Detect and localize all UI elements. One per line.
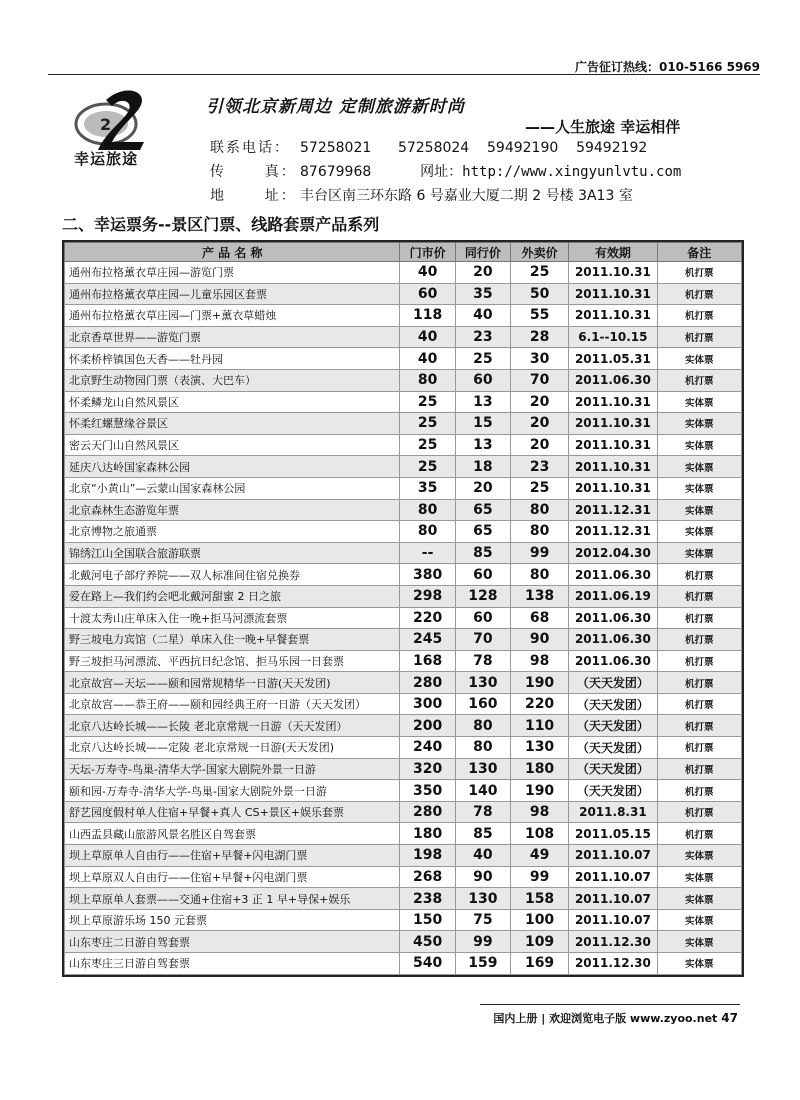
cell-trade-price: 23: [455, 326, 510, 348]
cell-product: 北京故宫——恭王府——颐和园经典王府一日游（天天发团）: [65, 693, 400, 715]
cell-validity: 2011.06.30: [569, 564, 657, 586]
header-divider: [48, 74, 760, 75]
cell-sale-price: 98: [510, 801, 568, 823]
cell-sale-price: 109: [510, 931, 568, 953]
col-header-note: 备注: [657, 243, 741, 262]
brand-slogan: 引领北京新周边 定制旅游新时尚: [206, 97, 465, 117]
table-row: [65, 499, 742, 521]
cell-product: 山东枣庄二日游自驾套票: [65, 931, 400, 953]
address-text: 丰台区南三环东路 6 号嘉业大厦二期 2 号楼 3A13 室: [300, 188, 633, 204]
cell-validity: 2011.06.19: [569, 585, 657, 607]
table-row: [65, 348, 742, 370]
cell-product: 北京博物之旅通票: [65, 521, 400, 543]
cell-retail-price: 280: [400, 801, 455, 823]
col-header-product: 产 品 名 称: [65, 243, 400, 262]
cell-validity: 2011.10.31: [569, 283, 657, 305]
cell-sale-price: 138: [510, 585, 568, 607]
table-row: [65, 758, 742, 780]
cell-sale-price: 220: [510, 693, 568, 715]
cell-note: 实体票: [657, 391, 741, 413]
cell-trade-price: 90: [455, 866, 510, 888]
cell-note: 机打票: [657, 693, 741, 715]
cell-note: 机打票: [657, 629, 741, 651]
cell-retail-price: 40: [400, 262, 455, 284]
cell-note: 机打票: [657, 607, 741, 629]
col-header-validity: 有效期: [569, 243, 657, 262]
cell-note: 实体票: [657, 434, 741, 456]
cell-sale-price: 100: [510, 909, 568, 931]
cell-trade-price: 160: [455, 693, 510, 715]
table-row: [65, 434, 742, 456]
cell-trade-price: 85: [455, 542, 510, 564]
cell-sale-price: 80: [510, 564, 568, 586]
cell-retail-price: 180: [400, 823, 455, 845]
cell-product: 坝上草原单人套票——交通+住宿+3 正 1 早+导保+娱乐: [65, 888, 400, 910]
ad-hotline: 广告征订热线：010-5166 5969: [574, 60, 760, 74]
cell-validity: 2011.10.31: [569, 305, 657, 327]
cell-trade-price: 60: [455, 564, 510, 586]
web-label: 网址：: [420, 164, 463, 180]
cell-note: 实体票: [657, 542, 741, 564]
cell-product: 密云天门山自然风景区: [65, 434, 400, 456]
web-url[interactable]: http://www.xingyunlvtu.com: [462, 164, 682, 180]
cell-retail-price: 40: [400, 348, 455, 370]
cell-trade-price: 65: [455, 499, 510, 521]
cell-note: 实体票: [657, 866, 741, 888]
table-header-row: [65, 243, 742, 262]
cell-retail-price: 300: [400, 693, 455, 715]
table-row: [65, 326, 742, 348]
cell-sale-price: 25: [510, 477, 568, 499]
logo-small-2: 2: [100, 115, 112, 134]
cell-trade-price: 65: [455, 521, 510, 543]
table-row: [65, 262, 742, 284]
cell-validity: 2011.10.31: [569, 413, 657, 435]
cell-retail-price: 350: [400, 780, 455, 802]
cell-note: 机打票: [657, 758, 741, 780]
table-row: [65, 693, 742, 715]
cell-sale-price: 80: [510, 499, 568, 521]
contact-address-row: [210, 185, 633, 205]
table-row: [65, 283, 742, 305]
cell-note: 实体票: [657, 953, 741, 975]
cell-validity: （天天发团）: [569, 672, 657, 694]
cell-product: 坝上草原双人自由行——住宿+早餐+闪电湖门票: [65, 866, 400, 888]
cell-retail-price: 238: [400, 888, 455, 910]
cell-validity: （天天发团）: [569, 780, 657, 802]
col-header-sale-price: 外卖价: [510, 243, 568, 262]
table-row: [65, 477, 742, 499]
cell-trade-price: 20: [455, 262, 510, 284]
cell-validity: 2011.10.31: [569, 477, 657, 499]
cell-product: 怀柔红螺慧缘谷景区: [65, 413, 400, 435]
cell-product: 北京故宫—天坛——颐和园常规精华一日游(天天发团): [65, 672, 400, 694]
cell-validity: 2011.06.30: [569, 629, 657, 651]
fax-number: 87679968: [300, 164, 372, 180]
cell-trade-price: 40: [455, 305, 510, 327]
cell-note: 机打票: [657, 801, 741, 823]
cell-validity: 2011.10.07: [569, 845, 657, 867]
table-row: [65, 650, 742, 672]
cell-sale-price: 80: [510, 521, 568, 543]
cell-product: 北京野生动物园门票（表演、大巴车）: [65, 369, 400, 391]
cell-retail-price: 25: [400, 434, 455, 456]
cell-validity: 2011.10.31: [569, 391, 657, 413]
cell-sale-price: 110: [510, 715, 568, 737]
cell-trade-price: 15: [455, 413, 510, 435]
cell-retail-price: 118: [400, 305, 455, 327]
cell-product: 十渡太秀山庄单床入住一晚+拒马河漂流套票: [65, 607, 400, 629]
table-row: [65, 564, 742, 586]
cell-validity: 2011.10.07: [569, 866, 657, 888]
cell-note: 机打票: [657, 823, 741, 845]
phone-numbers: 57258021 57258024 59492190 59492192: [300, 140, 648, 156]
table-row: [65, 672, 742, 694]
address-label: 地 址：: [210, 188, 297, 204]
cell-product: 爱在路上—我们约会吧北戴河甜蜜 2 日之旅: [65, 585, 400, 607]
cell-retail-price: 298: [400, 585, 455, 607]
cell-note: 机打票: [657, 737, 741, 759]
cell-note: 机打票: [657, 672, 741, 694]
cell-retail-price: 220: [400, 607, 455, 629]
cell-trade-price: 13: [455, 434, 510, 456]
cell-validity: （天天发团）: [569, 758, 657, 780]
cell-validity: 2011.06.30: [569, 650, 657, 672]
cell-trade-price: 130: [455, 758, 510, 780]
cell-retail-price: 245: [400, 629, 455, 651]
cell-product: 北京“小黄山”—云蒙山国家森林公园: [65, 477, 400, 499]
cell-validity: 2012.04.30: [569, 542, 657, 564]
cell-trade-price: 40: [455, 845, 510, 867]
cell-retail-price: 80: [400, 499, 455, 521]
cell-validity: 2011.10.07: [569, 909, 657, 931]
section-title: 二、幸运票务--景区门票、线路套票产品系列: [62, 215, 380, 234]
cell-retail-price: 80: [400, 369, 455, 391]
cell-product: 通州布拉格薰衣草庄园—游览门票: [65, 262, 400, 284]
cell-sale-price: 25: [510, 262, 568, 284]
cell-retail-price: 320: [400, 758, 455, 780]
cell-note: 实体票: [657, 909, 741, 931]
cell-sale-price: 49: [510, 845, 568, 867]
cell-sale-price: 99: [510, 866, 568, 888]
cell-retail-price: 25: [400, 413, 455, 435]
logo-text: 幸运旅途: [74, 150, 139, 168]
cell-validity: 6.1--10.15: [569, 326, 657, 348]
cell-trade-price: 85: [455, 823, 510, 845]
cell-product: 延庆八达岭国家森林公园: [65, 456, 400, 478]
cell-validity: 2011.06.30: [569, 607, 657, 629]
table-row: [65, 456, 742, 478]
cell-note: 实体票: [657, 456, 741, 478]
page-number: 47: [721, 1011, 738, 1025]
table-row: [65, 801, 742, 823]
cell-trade-price: 60: [455, 607, 510, 629]
cell-validity: 2011.10.31: [569, 456, 657, 478]
cell-retail-price: 268: [400, 866, 455, 888]
cell-validity: 2011.05.31: [569, 348, 657, 370]
cell-trade-price: 70: [455, 629, 510, 651]
cell-trade-price: 80: [455, 715, 510, 737]
cell-product: 野三坡拒马河漂流、平西抗日纪念馆、拒马乐园一日套票: [65, 650, 400, 672]
table-row: [65, 391, 742, 413]
cell-note: 机打票: [657, 585, 741, 607]
cell-sale-price: 190: [510, 672, 568, 694]
table-row: [65, 823, 742, 845]
table-row: [65, 715, 742, 737]
contact-phone-row: [210, 137, 647, 157]
cell-sale-price: 70: [510, 369, 568, 391]
footer-text: 国内上册 | 欢迎浏览电子版 www.zyoo.net: [493, 1012, 718, 1025]
cell-note: 机打票: [657, 369, 741, 391]
cell-note: 实体票: [657, 888, 741, 910]
cell-retail-price: 80: [400, 521, 455, 543]
cell-retail-price: 280: [400, 672, 455, 694]
footer-divider: [480, 1004, 740, 1005]
ticket-table: [62, 240, 744, 977]
cell-trade-price: 80: [455, 737, 510, 759]
cell-retail-price: 540: [400, 953, 455, 975]
cell-retail-price: 200: [400, 715, 455, 737]
table-row: [65, 845, 742, 867]
cell-retail-price: 240: [400, 737, 455, 759]
cell-note: 实体票: [657, 845, 741, 867]
cell-note: 实体票: [657, 348, 741, 370]
cell-trade-price: 25: [455, 348, 510, 370]
cell-note: 机打票: [657, 564, 741, 586]
cell-trade-price: 35: [455, 283, 510, 305]
cell-sale-price: 169: [510, 953, 568, 975]
col-header-trade-price: 同行价: [455, 243, 510, 262]
cell-retail-price: 198: [400, 845, 455, 867]
cell-sale-price: 98: [510, 650, 568, 672]
cell-trade-price: 78: [455, 650, 510, 672]
table-row: [65, 737, 742, 759]
table-row: [65, 931, 742, 953]
cell-sale-price: 180: [510, 758, 568, 780]
cell-trade-price: 99: [455, 931, 510, 953]
cell-product: 北京香草世界——游览门票: [65, 326, 400, 348]
cell-validity: （天天发团）: [569, 715, 657, 737]
cell-validity: 2011.12.30: [569, 953, 657, 975]
cell-trade-price: 78: [455, 801, 510, 823]
cell-retail-price: 168: [400, 650, 455, 672]
table-row: [65, 607, 742, 629]
cell-sale-price: 50: [510, 283, 568, 305]
cell-note: 实体票: [657, 477, 741, 499]
cell-product: 坝上草原单人自由行——住宿+早餐+闪电湖门票: [65, 845, 400, 867]
table-row: [65, 521, 742, 543]
cell-sale-price: 90: [510, 629, 568, 651]
cell-product: 野三坡电力宾馆（二星）单床入住一晚+早餐套票: [65, 629, 400, 651]
cell-validity: 2011.10.31: [569, 262, 657, 284]
cell-note: 机打票: [657, 262, 741, 284]
cell-sale-price: 28: [510, 326, 568, 348]
table-row: [65, 780, 742, 802]
cell-trade-price: 128: [455, 585, 510, 607]
col-header-retail-price: 门市价: [400, 243, 455, 262]
cell-trade-price: 159: [455, 953, 510, 975]
cell-trade-price: 130: [455, 888, 510, 910]
cell-sale-price: 68: [510, 607, 568, 629]
page-footer: [493, 1010, 738, 1026]
table-row: [65, 413, 742, 435]
cell-note: 机打票: [657, 650, 741, 672]
cell-trade-price: 18: [455, 456, 510, 478]
cell-validity: （天天发团）: [569, 693, 657, 715]
cell-retail-price: 150: [400, 909, 455, 931]
cell-trade-price: 130: [455, 672, 510, 694]
cell-note: 实体票: [657, 521, 741, 543]
table-row: [65, 305, 742, 327]
cell-sale-price: 20: [510, 391, 568, 413]
cell-retail-price: 35: [400, 477, 455, 499]
fax-label: 传 真：: [210, 164, 297, 180]
cell-validity: 2011.12.30: [569, 931, 657, 953]
cell-retail-price: 60: [400, 283, 455, 305]
phone-label: 联系电话：: [210, 140, 290, 156]
cell-sale-price: 130: [510, 737, 568, 759]
cell-product: 山西盂县藏山旅游风景名胜区自驾套票: [65, 823, 400, 845]
cell-note: 机打票: [657, 326, 741, 348]
cell-note: 机打票: [657, 780, 741, 802]
cell-sale-price: 23: [510, 456, 568, 478]
cell-validity: 2011.06.30: [569, 369, 657, 391]
cell-product: 北京八达岭长城——定陵 老北京常规一日游(天天发团): [65, 737, 400, 759]
cell-validity: （天天发团）: [569, 737, 657, 759]
cell-note: 实体票: [657, 499, 741, 521]
cell-product: 北京八达岭长城——长陵 老北京常规一日游（天天发团）: [65, 715, 400, 737]
cell-validity: 2011.10.31: [569, 434, 657, 456]
cell-sale-price: 20: [510, 413, 568, 435]
cell-product: 颐和园-万寿寺-清华大学-鸟巢-国家大剧院外景一日游: [65, 780, 400, 802]
cell-product: 北戴河电子部疗养院——双人标准间住宿兑换券: [65, 564, 400, 586]
cell-retail-price: 380: [400, 564, 455, 586]
cell-sale-price: 20: [510, 434, 568, 456]
cell-product: 舒艺园度假村单人住宿+早餐+真人 CS+景区+娱乐套票: [65, 801, 400, 823]
cell-retail-price: 25: [400, 456, 455, 478]
cell-trade-price: 140: [455, 780, 510, 802]
cell-product: 坝上草原游乐场 150 元套票: [65, 909, 400, 931]
table-row: [65, 953, 742, 975]
cell-trade-price: 75: [455, 909, 510, 931]
table-body: [65, 262, 742, 975]
cell-product: 通州布拉格薰衣草庄园—儿童乐园区套票: [65, 283, 400, 305]
cell-trade-price: 20: [455, 477, 510, 499]
cell-product: 山东枣庄三日游自驾套票: [65, 953, 400, 975]
table-row: [65, 909, 742, 931]
cell-note: 实体票: [657, 931, 741, 953]
table-row: [65, 369, 742, 391]
cell-trade-price: 60: [455, 369, 510, 391]
cell-sale-price: 55: [510, 305, 568, 327]
cell-product: 怀柔鳞龙山自然风景区: [65, 391, 400, 413]
cell-note: 机打票: [657, 715, 741, 737]
table-row: [65, 585, 742, 607]
cell-product: 通州布拉格薰衣草庄园—门票+薰衣草蜡烛: [65, 305, 400, 327]
cell-note: 实体票: [657, 413, 741, 435]
cell-product: 北京森林生态游览年票: [65, 499, 400, 521]
cell-retail-price: 450: [400, 931, 455, 953]
cell-validity: 2011.12.31: [569, 521, 657, 543]
brand-motto: ——人生旅途 幸运相伴: [525, 118, 681, 136]
cell-product: 锦绣江山全国联合旅游联票: [65, 542, 400, 564]
contact-fax-row: [210, 161, 681, 181]
cell-note: 机打票: [657, 283, 741, 305]
cell-trade-price: 13: [455, 391, 510, 413]
cell-validity: 2011.8.31: [569, 801, 657, 823]
cell-retail-price: 40: [400, 326, 455, 348]
cell-retail-price: 25: [400, 391, 455, 413]
cell-sale-price: 158: [510, 888, 568, 910]
cell-validity: 2011.12.31: [569, 499, 657, 521]
table-row: [65, 542, 742, 564]
cell-sale-price: 190: [510, 780, 568, 802]
table-row: [65, 888, 742, 910]
cell-sale-price: 99: [510, 542, 568, 564]
table-row: [65, 629, 742, 651]
cell-product: 怀柔桥梓镇国色天香——牡丹园: [65, 348, 400, 370]
cell-sale-price: 30: [510, 348, 568, 370]
cell-product: 天坛-万寿寺-鸟巢-清华大学-国家大剧院外景一日游: [65, 758, 400, 780]
cell-validity: 2011.10.07: [569, 888, 657, 910]
table-row: [65, 866, 742, 888]
cell-retail-price: --: [400, 542, 455, 564]
cell-note: 机打票: [657, 305, 741, 327]
cell-validity: 2011.05.15: [569, 823, 657, 845]
cell-sale-price: 108: [510, 823, 568, 845]
